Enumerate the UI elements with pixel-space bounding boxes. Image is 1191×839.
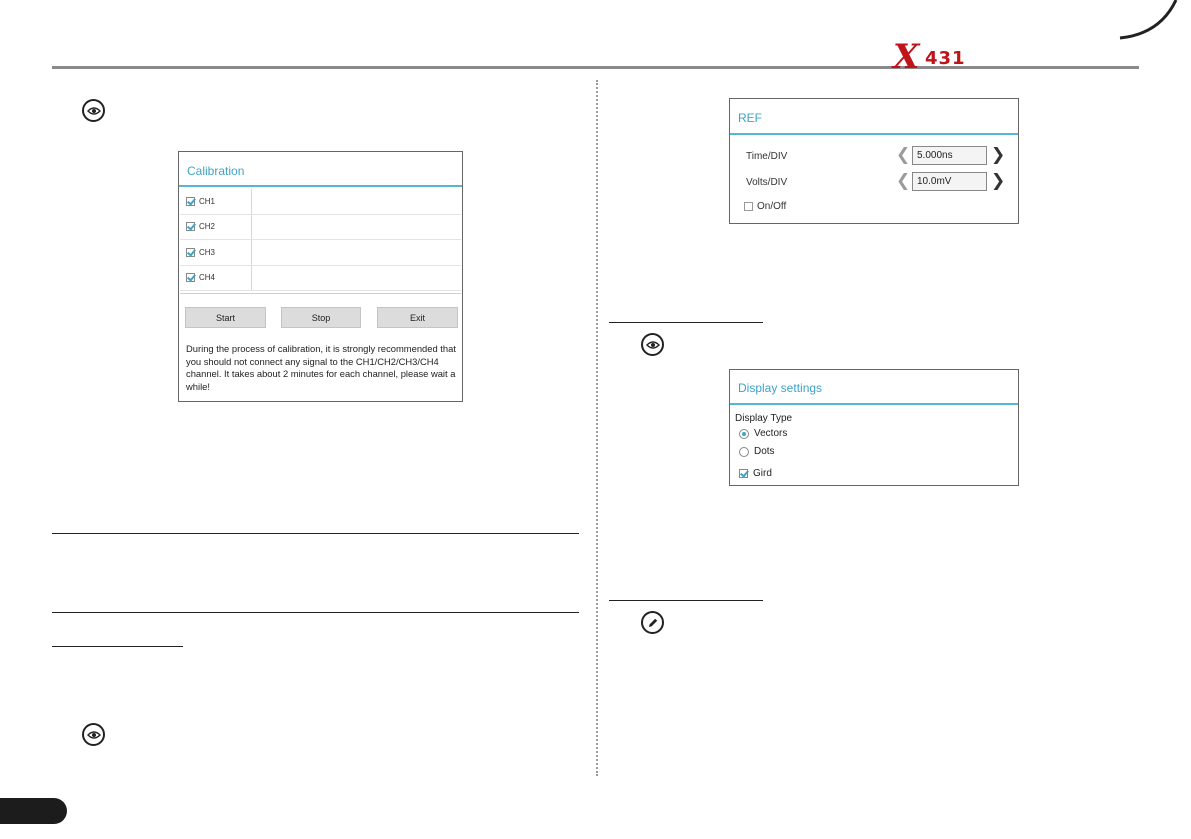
ch3-checkbox[interactable]	[186, 248, 195, 257]
dots-label: Dots	[754, 446, 775, 457]
onoff-toggle[interactable]	[744, 201, 786, 212]
option-grid[interactable]	[739, 468, 772, 479]
display-settings-title: Display settings	[738, 381, 823, 395]
title-divider	[730, 133, 1018, 135]
volts-div-label: Volts/DIV	[746, 177, 788, 188]
section-rule	[52, 612, 579, 613]
heading-underline	[609, 322, 763, 323]
chevron-right-icon[interactable]: ❯	[991, 171, 1006, 191]
vectors-label: Vectors	[754, 428, 788, 439]
chevron-left-icon[interactable]: ❮	[896, 145, 911, 165]
ch4-checkbox[interactable]	[186, 273, 195, 282]
calibration-dialog	[178, 151, 463, 402]
channel-row-ch3	[180, 240, 461, 266]
brand-logo	[893, 38, 973, 78]
eye-icon	[82, 99, 105, 122]
channel-row-ch4	[180, 266, 461, 292]
channel-cell[interactable]	[180, 215, 252, 240]
vectors-radio[interactable]	[739, 429, 749, 439]
channel-row-ch2	[180, 215, 461, 241]
heading-underline	[52, 646, 183, 647]
ch3-label: CH3	[199, 247, 216, 257]
time-div-field[interactable]: 5.000ns	[912, 146, 987, 165]
start-button[interactable]: Start	[185, 307, 266, 328]
ch2-label: CH2	[199, 222, 216, 232]
channel-cell[interactable]	[180, 266, 252, 291]
heading-underline	[609, 600, 763, 601]
chevron-right-icon[interactable]: ❯	[991, 145, 1006, 165]
chevron-left-icon[interactable]: ❮	[896, 171, 911, 191]
header-arc	[0, 0, 1191, 40]
ch1-label: CH1	[199, 196, 216, 206]
ref-title: REF	[738, 111, 762, 125]
button-divider	[180, 293, 461, 294]
volts-div-field[interactable]: 10.0mV	[912, 172, 987, 191]
eye-icon	[82, 723, 105, 746]
calibration-title: Calibration	[187, 164, 245, 178]
ch1-checkbox[interactable]	[186, 197, 195, 206]
channel-cell[interactable]	[180, 189, 252, 214]
display-type-label: Display Type	[735, 413, 793, 424]
ch2-checkbox[interactable]	[186, 222, 195, 231]
ref-dialog	[729, 98, 1019, 224]
option-dots[interactable]	[739, 446, 775, 457]
page-number-tab	[0, 798, 67, 824]
channel-cell[interactable]	[180, 240, 252, 265]
calibration-note: During the process of calibration, it is strongly recommended that you should not connect any signal to the CH1/CH2/CH3/CH4 channel. It takes about 2 minutes for each channel, please wait a while!	[186, 343, 456, 392]
column-separator	[596, 80, 598, 776]
ch4-label: CH4	[199, 273, 216, 283]
grid-checkbox[interactable]	[739, 469, 748, 478]
section-rule	[52, 533, 579, 534]
option-vectors[interactable]	[739, 428, 787, 439]
stop-button[interactable]: Stop	[281, 307, 361, 328]
grid-label: Gird	[753, 468, 772, 479]
onoff-label: On/Off	[757, 201, 787, 212]
channel-list	[180, 189, 461, 291]
title-divider	[730, 403, 1018, 405]
title-divider	[179, 185, 462, 187]
exit-button[interactable]: Exit	[377, 307, 458, 328]
header-rule	[52, 66, 1139, 69]
brand-model: 431	[925, 48, 966, 69]
dots-radio[interactable]	[739, 447, 749, 457]
eye-icon	[641, 333, 664, 356]
onoff-checkbox[interactable]	[744, 202, 753, 211]
channel-row-ch1	[180, 189, 461, 215]
pencil-icon	[641, 611, 664, 634]
display-settings-dialog	[729, 369, 1019, 486]
brand-x: X	[893, 37, 920, 77]
time-div-label: Time/DIV	[746, 151, 788, 162]
